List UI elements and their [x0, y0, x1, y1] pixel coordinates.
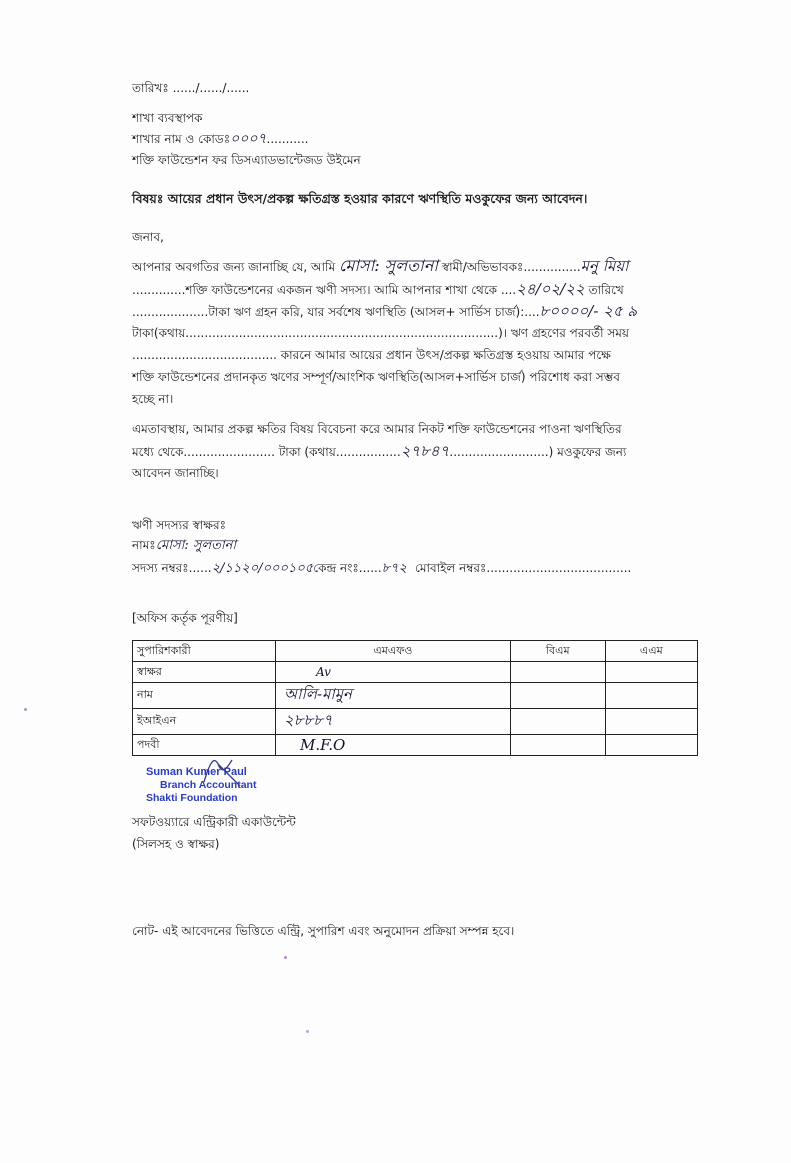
bm-cell [510, 709, 605, 735]
waiver-amount-handwritten: ২৭৮৪৭ [400, 442, 450, 460]
para2-l2a: মধ্যে থেকে........................ টাকা (কথায়................. [132, 445, 401, 459]
bm-cell [510, 735, 605, 756]
mobile-label: মোবাইল নম্বরঃ...................................... [415, 561, 632, 575]
table-row [133, 662, 698, 683]
stamp-org: Shakti Foundation [146, 792, 238, 804]
para1-line1 [132, 258, 629, 275]
member-number-handwritten: ২/১১২০/০০০১০৫ [211, 561, 314, 576]
para1-line3 [132, 303, 637, 320]
loan-date-handwritten: ২৪/০২/২২ [516, 280, 585, 298]
applicant-name-handwritten: মোসা: সুলতানা [338, 256, 439, 275]
mfo-name-handwritten: আলি-মামুন [276, 683, 511, 709]
center-dots: ...... [358, 561, 382, 575]
row-label: পদবী [133, 735, 276, 756]
para1-l4dots: .................................................................................. [185, 326, 499, 340]
para1-l1b: স্বামী/অভিভাবকঃ [441, 260, 524, 274]
header-mfo: এমএফও [276, 641, 511, 662]
mfo-ein-handwritten: ২৮৮৮৭ [276, 709, 511, 735]
subject-line: বিষয়ঃ আয়ের প্রধান উৎস/প্রকল্প ক্ষতিগ্রস্ত হওয়ার কারণে ঋণস্থিতি মওকুফের জন্য আবেদন। [132, 191, 588, 206]
scan-speck [24, 708, 27, 711]
accountant-line2: (সিলসহ ও স্বাক্ষর) [132, 837, 220, 851]
bm-cell [510, 683, 605, 709]
para1-line4 [132, 325, 629, 341]
guardian-name-handwritten: মনু মিয়া [580, 257, 629, 275]
office-table [132, 640, 698, 756]
row-label: স্বাক্ষর [133, 662, 276, 683]
para1-l3: ....................টাকা ঋণ গ্রহন করি, যার সর্বশেষ ঋণস্থিতি (আসল+ সার্ভিস চার্জ):.... [132, 305, 540, 319]
office-title: [অফিস কর্তৃক পূরণীয়] [132, 611, 238, 625]
para2-line2 [132, 443, 626, 460]
branch-dots: ........... [266, 132, 309, 146]
para2-line1: এমতাবস্থায়, আমার প্রকল্প ক্ষতির বিষয় বিবেচনা করে আমার নিকট শক্তি ফাউন্ডেশনের পাওনা ঋণস্থিতির [132, 422, 622, 436]
para2-line3: আবেদন জানাচ্ছি। [132, 466, 219, 480]
table-row [133, 709, 698, 735]
guardian-dots: ............... [523, 260, 581, 274]
member-signature-label: ঋণী সদস্যর স্বাক্ষরঃ [132, 518, 226, 532]
am-cell [605, 662, 697, 683]
salutation: জনাব, [132, 230, 164, 244]
table-row [133, 683, 698, 709]
branch-line [132, 131, 309, 147]
header-bm: বিএম [510, 641, 605, 662]
scan-speck [284, 956, 287, 959]
para1-l4a: টাকা(কথায় [132, 326, 186, 340]
para1-line6: শক্তি ফাউন্ডেশনের প্রদানকৃত ঋণের সম্পূর্ণ/আংশিক ঋণস্থিতি(আসল+সার্ভিস চার্জ) পরিশোধ করা সম্ভব [132, 370, 620, 384]
member-name-label: নামঃ [132, 538, 156, 552]
para1-l2b: তারিখে [588, 283, 624, 297]
foundation-name: শক্তি ফাউন্ডেশন ফর ডিসএ্যাডভান্টেজড উইমেন [132, 153, 361, 167]
member-number-label: সদস্য নম্বরঃ...... [132, 561, 212, 575]
para1-l4b: )। ঋণ গ্রহণের পরবর্তী সময় [498, 326, 629, 340]
row-label: ইআইএন [133, 709, 276, 735]
date-line: তারিখঃ ....../....../...... [132, 81, 250, 95]
center-label: কেন্দ্র নংঃ [313, 561, 359, 575]
para1-line7: হচ্ছে না। [132, 392, 174, 406]
header-am: এএম [605, 641, 697, 662]
recipient-manager: শাখা ব্যবস্থাপক [132, 111, 203, 125]
member-number-line [132, 560, 631, 577]
branch-label: শাখার নাম ও কোডঃ [132, 132, 231, 146]
center-number-handwritten: ৮৭২ [381, 561, 407, 576]
mfo-designation-handwritten: M.F.O [276, 735, 511, 756]
mfo-signature-handwritten: Av [276, 662, 511, 683]
member-name-handwritten: মোসা: সুলতানা [155, 538, 237, 553]
footer-note: নোট- এই আবেদনের ভিত্তিতে এন্ট্রি, সুপারিশ এবং অনুমোদন প্রক্রিয়া সম্পন্ন হবে। [132, 924, 515, 938]
para1-line2 [132, 281, 624, 298]
row-label: নাম [133, 683, 276, 709]
stamp-name: Suman Kumer Paul [146, 766, 247, 778]
scan-speck [306, 1030, 309, 1033]
am-cell [605, 709, 697, 735]
accountant-line1: সফটওয়্যারে এন্ট্রিকারী একাউন্টেন্ট [132, 815, 296, 829]
header-recommender: সুপারিশকারী [133, 641, 276, 662]
stamp-title: Branch Accountant [160, 779, 257, 791]
am-cell [605, 735, 697, 756]
branch-code-handwritten: ০০০৭ [230, 131, 267, 147]
member-name-line [132, 537, 236, 554]
accountant-signature-scribble [196, 752, 256, 792]
balance-amount-handwritten: ৮০০০০/- ২৫ ৯ [539, 302, 638, 320]
para2-l2b: ..........................) মওকুফের জন্য [449, 445, 627, 459]
office-table-header [133, 641, 698, 662]
bm-cell [510, 662, 605, 683]
para1-l1a: আপনার অবগতির জন্য জানাচ্ছি যে, আমি [132, 260, 336, 274]
para1-l2: ..............শক্তি ফাউন্ডেশনের একজন ঋণী সদস্য। আমি আপনার শাখা থেকে .... [132, 283, 517, 297]
am-cell [605, 683, 697, 709]
para1-line5: ...................................... কারনে আমার আয়ের প্রধান উৎস/প্রকল্প ক্ষতিগ্রস্ত হওয়ায় আমার পক্ষে [132, 348, 611, 362]
